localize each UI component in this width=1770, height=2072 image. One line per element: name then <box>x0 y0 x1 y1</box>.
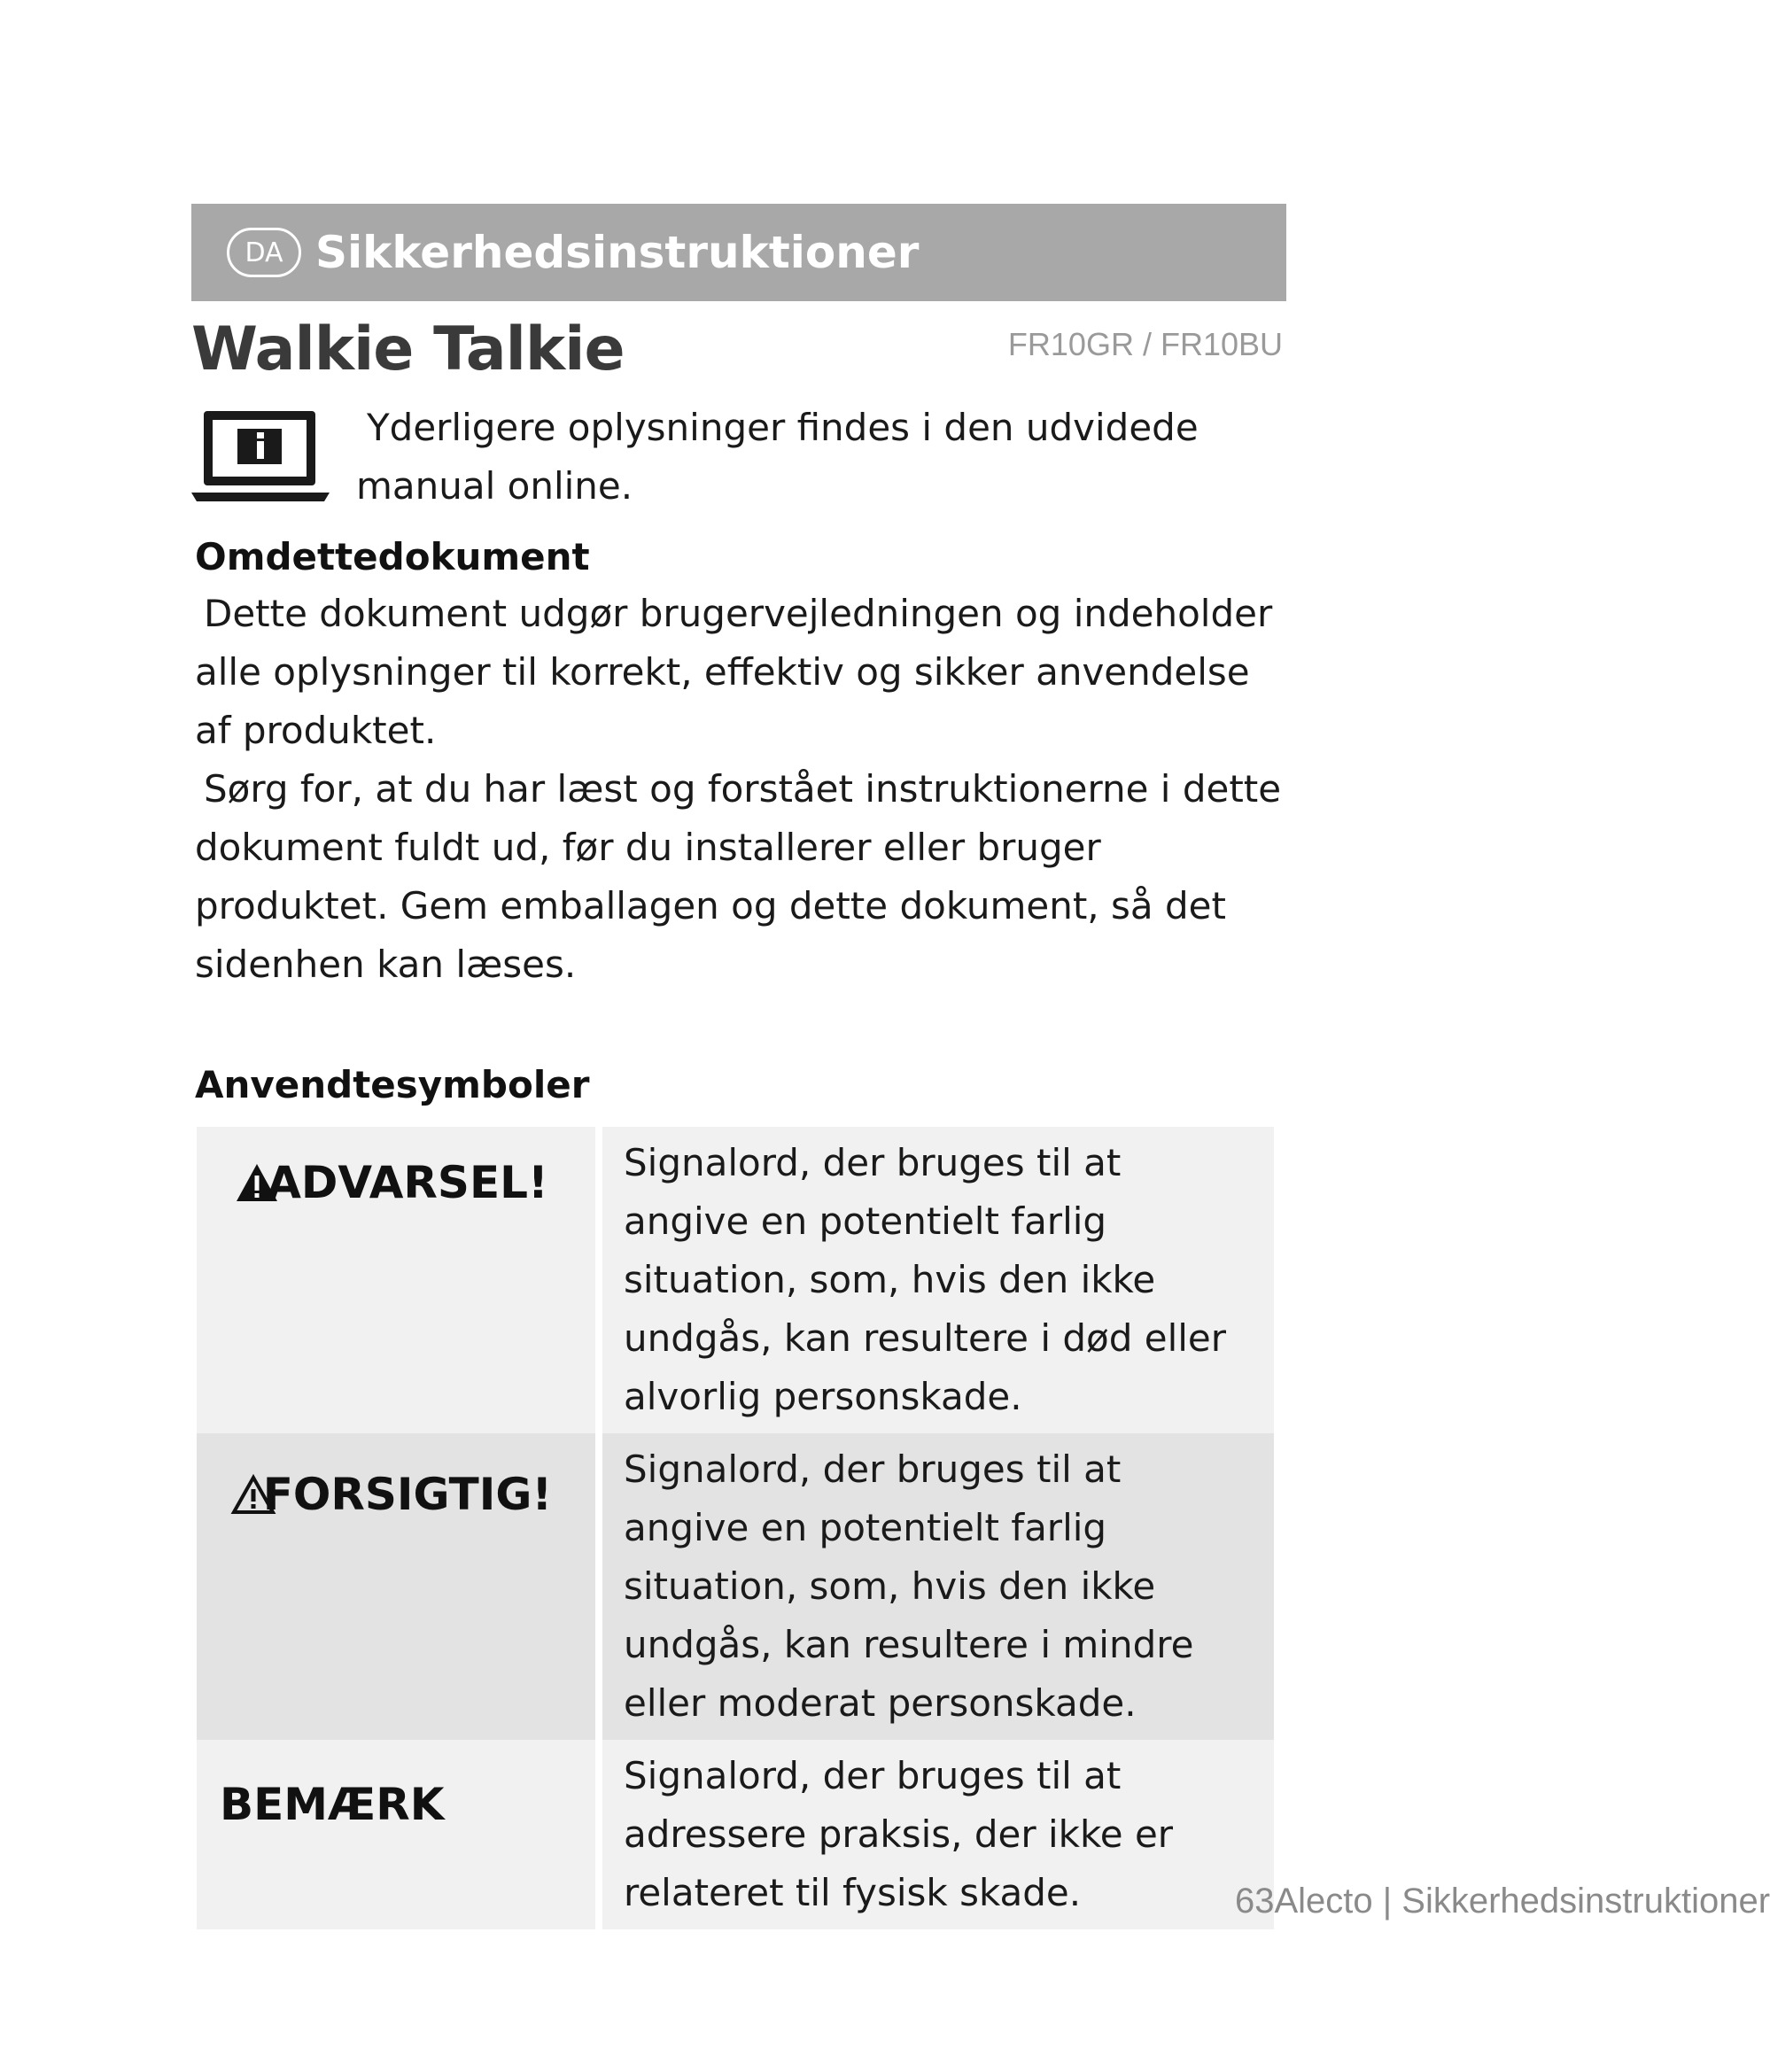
signal-word-notice: BEMÆRK <box>220 1779 445 1830</box>
model-number: FR10GR / FR10BU <box>1007 326 1283 362</box>
signal-notice <box>188 1775 595 1834</box>
description-cell <box>602 1433 1274 1740</box>
table-row <box>197 1433 1274 1740</box>
laptop-info-icon <box>191 407 330 505</box>
about-body <box>195 585 1293 994</box>
signal-cell <box>197 1740 595 1929</box>
signal-description-warning: Signalord, der bruges til at angive en potentielt farlig situation, som, hvis den ikke undgås, kan resultere i død eller alvorlig personskade. <box>624 1141 1227 1418</box>
header-title: Sikkerhedsinstruktioner <box>315 227 920 278</box>
header-band <box>191 204 1286 301</box>
about-paragraph-2: Sørg for, at du har læst og forstået instruktionerne i dette dokument fuldt ud, før du installerer eller bruger produktet. Gem emballagen og dette dokument, så det sidenhen kan læses. <box>195 767 1282 986</box>
symbols-heading: Anvendtesymboler <box>195 1063 590 1106</box>
table-row <box>197 1740 1274 1929</box>
caution-triangle-icon <box>231 1474 276 1515</box>
language-badge: DA <box>227 228 301 277</box>
description-cell <box>602 1127 1274 1433</box>
signal-cell <box>197 1433 595 1740</box>
warning-triangle-icon <box>235 1162 279 1203</box>
signal-warning <box>188 1153 595 1212</box>
about-paragraph-1: Dette dokument udgør brugervejledningen og indeholder alle oplysninger til korrekt, effektiv og sikker anvendelse af produktet. <box>195 592 1273 752</box>
page-footer: 63Alecto | Sikkerhedsinstruktioner <box>1235 1882 1770 1921</box>
about-heading: Omdettedokument <box>195 535 590 578</box>
symbols-table <box>190 1127 1281 1929</box>
info-notice <box>356 399 1207 516</box>
signal-cell <box>197 1127 595 1433</box>
signal-caution <box>188 1465 595 1524</box>
description-cell <box>602 1740 1274 1929</box>
signal-word-caution: FORSIGTIG! <box>262 1469 553 1520</box>
signal-description-notice: Signalord, der bruges til at adressere praksis, der ikke er relateret til fysisk skade. <box>624 1754 1174 1914</box>
table-row <box>197 1127 1274 1433</box>
info-line-1: Yderligere oplysninger findes i den udvidede <box>367 406 1199 449</box>
info-line-2: manual online. <box>356 464 633 508</box>
signal-description-caution: Signalord, der bruges til at angive en potentielt farlig situation, som, hvis den ikke undgås, kan resultere i mindre eller moderat personskade. <box>624 1447 1194 1725</box>
signal-word-warning: ADVARSEL! <box>267 1157 548 1208</box>
product-title: Walkie Talkie <box>191 314 625 384</box>
